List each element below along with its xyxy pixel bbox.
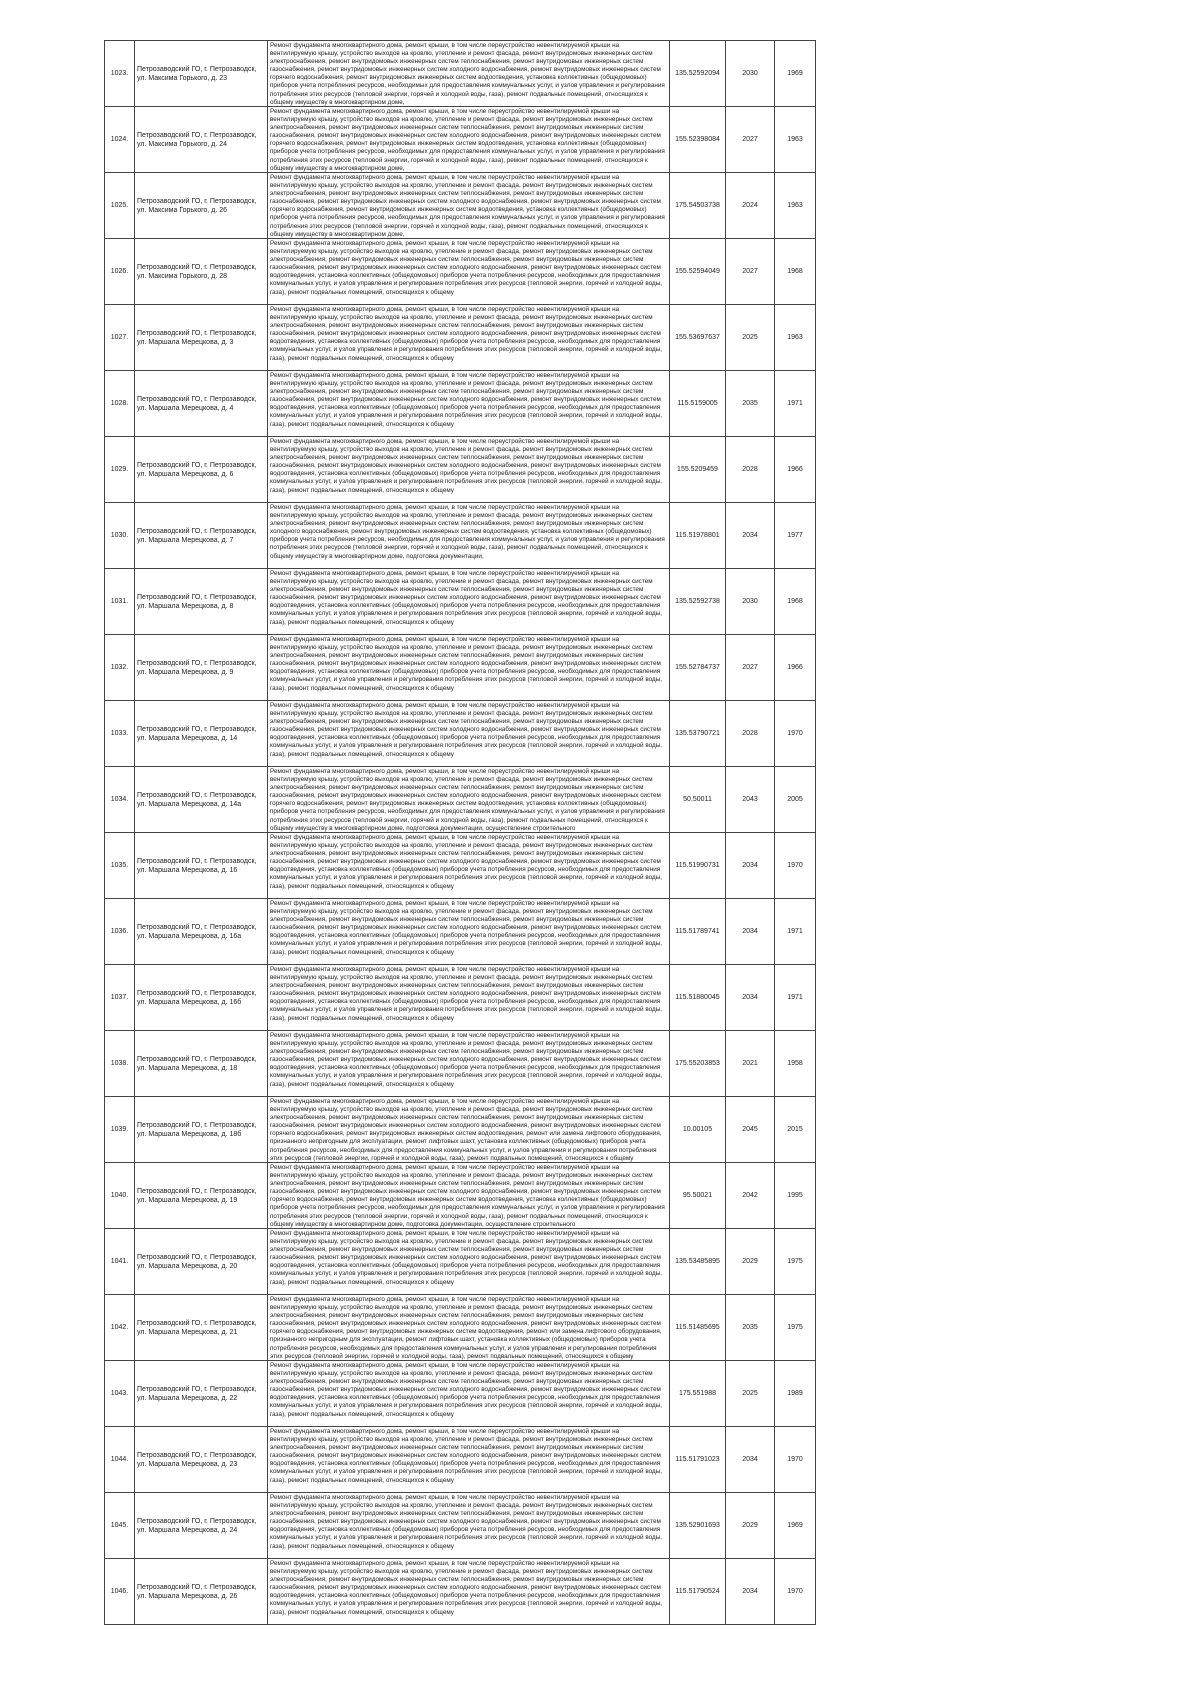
works-text: Ремонт фундамента многоквартирного дома, ремонт крыши, в том числе переустройство невентилируемой крыши на вентилируемую крышу, устройство выходов на кровлю, утепление и ремонт фасада, ремонт внутридомовых инженерных систем электроснабжения, ремонт внутридомовых инженерных систем теплоснабжения, ремонт внутридомовых инженерных систем газоснабжения, ремонт внутридомовых инженерных систем холодного водоснабжения, ремонт внутридомовых инженерных систем водоотведения, установка коллективных (общедомовых) приборов учета потребления ресурсов, необходимых для предоставления коммунальных услуг, и узлов управления и регулирования потребления этих ресурсов (тепловой энергии, горячей и холодной воды, газа), ремонт подвальных помещений, относящихся к общему — [270, 1362, 663, 1418]
built-year-cell: 2005 — [775, 767, 816, 833]
address-cell: Петрозаводский ГО, г. Петрозаводск, ул. Маршала Мерецкова, д. 7 — [135, 503, 268, 569]
works-text: Ремонт фундамента многоквартирного дома, ремонт крыши, в том числе переустройство невентилируемой крыши на вентилируемую крышу, устройство выходов на кровлю, утепление и ремонт фасада, ремонт внутридомовых инженерных систем электроснабжения, ремонт внутридомовых инженерных систем теплоснабжения, ремонт внутридомовых инженерных систем газоснабжения, ремонт внутридомовых инженерных систем холодного водоснабжения, ремонт внутридомовых инженерных систем водоотведения, установка коллективных (общедомовых) приборов учета потребления ресурсов, необходимых для предоставления коммунальных услуг, и узлов управления и регулирования потребления этих ресурсов (тепловой энергии, горячей и холодной воды, газа), ремонт подвальных помещений, относящихся к общему — [270, 1494, 663, 1550]
table-row — [105, 1295, 816, 1361]
row-number: 1037. — [105, 965, 135, 1031]
cost-cell: 115.51789741 — [670, 899, 726, 965]
cost-cell: 135.52592738 — [670, 569, 726, 635]
table-row — [105, 569, 816, 635]
cost-cell: 115.51880045 — [670, 965, 726, 1031]
works-text: Ремонт фундамента многоквартирного дома, ремонт крыши, в том числе переустройство невентилируемой крыши на вентилируемую крышу, устройство выходов на кровлю, утепление и ремонт фасада, ремонт внутридомовых инженерных систем электроснабжения, ремонт внутридомовых инженерных систем теплоснабжения, ремонт внутридомовых инженерных систем газоснабжения, ремонт внутридомовых инженерных систем холодного водоснабжения, ремонт внутридомовых инженерных систем водоотведения, установка коллективных (общедомовых) приборов учета потребления ресурсов, необходимых для предоставления коммунальных услуг, и узлов управления и регулирования потребления этих ресурсов (тепловой энергии, горячей и холодной воды, газа), ремонт подвальных помещений, относящихся к общему — [270, 1428, 663, 1484]
address-cell: Петрозаводский ГО, г. Петрозаводск, ул. Маршала Мерецкова, д. 8 — [135, 569, 268, 635]
table-row — [105, 1361, 816, 1427]
table-body — [105, 41, 816, 1625]
planned-year-cell: 2027 — [726, 107, 775, 173]
works-text: Ремонт фундамента многоквартирного дома, ремонт крыши, в том числе переустройство невентилируемой крыши на вентилируемую крышу, устройство выходов на кровлю, утепление и ремонт фасада, ремонт внутридомовых инженерных систем электроснабжения, ремонт внутридомовых инженерных систем теплоснабжения, ремонт внутридомовых инженерных систем газоснабжения, ремонт внутридомовых инженерных систем холодного водоснабжения, ремонт внутридомовых инженерных систем горячего водоснабжения, ремонт внутридомовых инженерных систем водоотведения, ремонт или замена лифтового оборудования, признанного непригодным для эксплуатации, ремонт лифтовых шахт, установка коллективных (общедомовых) приборов учета потребления ресурсов, необходимых для предоставления коммунальных услуг, и узлов управления и регулирования потребления этих ресурсов (тепловой энергии, горячей и холодной воды, газа), ремонт подвальных помещений, относящихся к общему — [270, 1098, 662, 1162]
planned-year-cell: 2024 — [726, 173, 775, 239]
table-row — [105, 1097, 816, 1163]
cost-cell: 135.53485895 — [670, 1229, 726, 1295]
built-year-cell: 1989 — [775, 1361, 816, 1427]
cost-cell: 95.50021 — [670, 1163, 726, 1229]
table-row — [105, 1427, 816, 1493]
planned-year-cell: 2027 — [726, 635, 775, 701]
address-cell: Петрозаводский ГО, г. Петрозаводск, ул. Маршала Мерецкова, д. 6 — [135, 437, 268, 503]
works-text: Ремонт фундамента многоквартирного дома, ремонт крыши, в том числе переустройство невентилируемой крыши на вентилируемую крышу, устройство выходов на кровлю, утепление и ремонт фасада, ремонт внутридомовых инженерных систем электроснабжения, ремонт внутридомовых инженерных систем теплоснабжения, ремонт внутридомовых инженерных систем газоснабжения, ремонт внутридомовых инженерных систем холодного водоснабжения, ремонт внутридомовых инженерных систем водоотведения, установка коллективных (общедомовых) приборов учета потребления ресурсов, необходимых для предоставления коммунальных услуг, и узлов управления и регулирования потребления этих ресурсов (тепловой энергии, горячей и холодной воды, газа), ремонт подвальных помещений, относящихся к общему — [270, 570, 663, 626]
table-row — [105, 503, 816, 569]
table-row — [105, 833, 816, 899]
address-cell: Петрозаводский ГО, г. Петрозаводск, ул. Маршала Мерецкова, д. 14 — [135, 701, 268, 767]
address-cell: Петрозаводский ГО, г. Петрозаводск, ул. Маршала Мерецкова, д. 26 — [135, 1559, 268, 1625]
planned-year-cell: 2045 — [726, 1097, 775, 1163]
built-year-cell: 1966 — [775, 635, 816, 701]
built-year-cell: 1995 — [775, 1163, 816, 1229]
works-cell — [268, 767, 670, 833]
works-text: Ремонт фундамента многоквартирного дома, ремонт крыши, в том числе переустройство невентилируемой крыши на вентилируемую крышу, устройство выходов на кровлю, утепление и ремонт фасада, ремонт внутридомовых инженерных систем электроснабжения, ремонт внутридомовых инженерных систем теплоснабжения, ремонт внутридомовых инженерных систем газоснабжения, ремонт внутридомовых инженерных систем холодного водоснабжения, ремонт внутридомовых инженерных систем водоотведения, установка коллективных (общедомовых) приборов учета потребления ресурсов, необходимых для предоставления коммунальных услуг, и узлов управления и регулирования потребления этих ресурсов (тепловой энергии, горячей и холодной воды, газа), ремонт подвальных помещений, относящихся к общему — [270, 966, 663, 1022]
works-cell — [268, 503, 670, 569]
address-cell: Петрозаводский ГО, г. Петрозаводск, ул. Маршала Мерецкова, д. 18б — [135, 1097, 268, 1163]
table-row — [105, 1493, 816, 1559]
works-cell — [268, 305, 670, 371]
works-text: Ремонт фундамента многоквартирного дома, ремонт крыши, в том числе переустройство невентилируемой крыши на вентилируемую крышу, устройство выходов на кровлю, утепление и ремонт фасада, ремонт внутридомовых инженерных систем электроснабжения, ремонт внутридомовых инженерных систем теплоснабжения, ремонт внутридомовых инженерных систем газоснабжения, ремонт внутридомовых инженерных систем холодного водоснабжения, ремонт внутридомовых инженерных систем водоотведения, установка коллективных (общедомовых) приборов учета потребления ресурсов, необходимых для предоставления коммунальных услуг, и узлов управления и регулирования потребления этих ресурсов (тепловой энергии, горячей и холодной воды, газа), ремонт подвальных помещений, относящихся к общему — [270, 834, 663, 890]
works-text: Ремонт фундамента многоквартирного дома, ремонт крыши, в том числе переустройство невентилируемой крыши на вентилируемую крышу, устройство выходов на кровлю, утепление и ремонт фасада, ремонт внутридомовых инженерных систем электроснабжения, ремонт внутридомовых инженерных систем теплоснабжения, ремонт внутридомовых инженерных систем газоснабжения, ремонт внутридомовых инженерных систем холодного водоснабжения, ремонт внутридомовых инженерных систем горячего водоснабжения, ремонт внутридомовых инженерных систем водоотведения, установка коллективных (общедомовых) приборов учета потребления ресурсов, необходимых для предоставления коммунальных услуг, и узлов управления и регулирования потребления этих ресурсов (тепловой энергии, горячей и холодной воды, газа), ремонт подвальных помещений, относящихся к общему имуществу в многоквартирном доме, — [270, 42, 665, 106]
built-year-cell: 1971 — [775, 965, 816, 1031]
address-cell: Петрозаводский ГО, г. Петрозаводск, ул. Маршала Мерецкова, д. 23 — [135, 1427, 268, 1493]
row-number: 1042. — [105, 1295, 135, 1361]
address-cell: Петрозаводский ГО, г. Петрозаводск, ул. Маршала Мерецкова, д. 24 — [135, 1493, 268, 1559]
address-cell: Петрозаводский ГО, г. Петрозаводск, ул. Маршала Мерецкова, д. 14а — [135, 767, 268, 833]
address-cell: Петрозаводский ГО, г. Петрозаводск, ул. Маршала Мерецкова, д. 21 — [135, 1295, 268, 1361]
cost-cell: 155.5209459 — [670, 437, 726, 503]
address-cell: Петрозаводский ГО, г. Петрозаводск, ул. Маршала Мерецкова, д. 4 — [135, 371, 268, 437]
row-number: 1027. — [105, 305, 135, 371]
works-cell — [268, 173, 670, 239]
table-row — [105, 767, 816, 833]
row-number: 1030. — [105, 503, 135, 569]
works-text: Ремонт фундамента многоквартирного дома, ремонт крыши, в том числе переустройство невентилируемой крыши на вентилируемую крышу, устройство выходов на кровлю, утепление и ремонт фасада, ремонт внутридомовых инженерных систем электроснабжения, ремонт внутридомовых инженерных систем теплоснабжения, ремонт внутридомовых инженерных систем газоснабжения, ремонт внутридомовых инженерных систем холодного водоснабжения, ремонт внутридомовых инженерных систем горячего водоснабжения, ремонт внутридомовых инженерных систем водоотведения, установка коллективных (общедомовых) приборов учета потребления ресурсов, необходимых для предоставления коммунальных услуг, и узлов управления и регулирования потребления этих ресурсов (тепловой энергии, горячей и холодной воды, газа), ремонт подвальных помещений, относящихся к общему имуществу в многоквартирном доме, — [270, 108, 665, 172]
cost-cell: 115.5159005 — [670, 371, 726, 437]
planned-year-cell: 2034 — [726, 503, 775, 569]
planned-year-cell: 2021 — [726, 1031, 775, 1097]
table-row — [105, 1163, 816, 1229]
built-year-cell: 1958 — [775, 1031, 816, 1097]
works-text: Ремонт фундамента многоквартирного дома, ремонт крыши, в том числе переустройство невентилируемой крыши на вентилируемую крышу, устройство выходов на кровлю, утепление и ремонт фасада, ремонт внутридомовых инженерных систем электроснабжения, ремонт внутридомовых инженерных систем теплоснабжения, ремонт внутридомовых инженерных систем газоснабжения, ремонт внутридомовых инженерных систем холодного водоснабжения, ремонт внутридомовых инженерных систем водоотведения, установка коллективных (общедомовых) приборов учета потребления ресурсов, необходимых для предоставления коммунальных услуг, и узлов управления и регулирования потребления этих ресурсов (тепловой энергии, горячей и холодной воды, газа), ремонт подвальных помещений, относящихся к общему — [270, 702, 663, 758]
planned-year-cell: 2030 — [726, 41, 775, 107]
built-year-cell: 1969 — [775, 1493, 816, 1559]
works-text: Ремонт фундамента многоквартирного дома, ремонт крыши, в том числе переустройство невентилируемой крыши на вентилируемую крышу, устройство выходов на кровлю, утепление и ремонт фасада, ремонт внутридомовых инженерных систем электроснабжения, ремонт внутридомовых инженерных систем теплоснабжения, ремонт внутридомовых инженерных систем газоснабжения, ремонт внутридомовых инженерных систем холодного водоснабжения, ремонт внутридомовых инженерных систем водоотведения, установка коллективных (общедомовых) приборов учета потребления ресурсов, необходимых для предоставления коммунальных услуг, и узлов управления и регулирования потребления этих ресурсов (тепловой энергии, горячей и холодной воды, газа), ремонт подвальных помещений, относящихся к общему — [270, 900, 663, 956]
table-row — [105, 173, 816, 239]
table-row — [105, 1031, 816, 1097]
works-cell — [268, 41, 670, 107]
works-cell — [268, 965, 670, 1031]
built-year-cell: 1975 — [775, 1295, 816, 1361]
address-cell: Петрозаводский ГО, г. Петрозаводск, ул. Маршала Мерецкова, д. 3 — [135, 305, 268, 371]
planned-year-cell: 2043 — [726, 767, 775, 833]
row-number: 1024. — [105, 107, 135, 173]
planned-year-cell: 2025 — [726, 305, 775, 371]
works-text: Ремонт фундамента многоквартирного дома, ремонт крыши, в том числе переустройство невентилируемой крыши на вентилируемую крышу, устройство выходов на кровлю, утепление и ремонт фасада, ремонт внутридомовых инженерных систем электроснабжения, ремонт внутридомовых инженерных систем теплоснабжения, ремонт внутридомовых инженерных систем газоснабжения, ремонт внутридомовых инженерных систем холодного водоснабжения, ремонт внутридомовых инженерных систем водоотведения, установка коллективных (общедомовых) приборов учета потребления ресурсов, необходимых для предоставления коммунальных услуг, и узлов управления и регулирования потребления этих ресурсов (тепловой энергии, горячей и холодной воды, газа), ремонт подвальных помещений, относящихся к общему — [270, 1032, 663, 1088]
row-number: 1031. — [105, 569, 135, 635]
built-year-cell: 1970 — [775, 1559, 816, 1625]
cost-cell: 135.52901693 — [670, 1493, 726, 1559]
works-cell — [268, 1427, 670, 1493]
planned-year-cell: 2042 — [726, 1163, 775, 1229]
table-row — [105, 437, 816, 503]
row-number: 1029. — [105, 437, 135, 503]
address-cell: Петрозаводский ГО, г. Петрозаводск, ул. Маршала Мерецкова, д. 18 — [135, 1031, 268, 1097]
works-text: Ремонт фундамента многоквартирного дома, ремонт крыши, в том числе переустройство невентилируемой крыши на вентилируемую крышу, устройство выходов на кровлю, утепление и ремонт фасада, ремонт внутридомовых инженерных систем электроснабжения, ремонт внутридомовых инженерных систем теплоснабжения, ремонт внутридомовых инженерных систем газоснабжения, ремонт внутридомовых инженерных систем холодного водоснабжения, ремонт внутридомовых инженерных систем водоотведения, установка коллективных (общедомовых) приборов учета потребления ресурсов, необходимых для предоставления коммунальных услуг, и узлов управления и регулирования потребления этих ресурсов (тепловой энергии, горячей и холодной воды, газа), ремонт подвальных помещений, относящихся к общему — [270, 240, 663, 296]
planned-year-cell: 2034 — [726, 899, 775, 965]
built-year-cell: 1963 — [775, 173, 816, 239]
table-row — [105, 635, 816, 701]
works-text: Ремонт фундамента многоквартирного дома, ремонт крыши, в том числе переустройство невентилируемой крыши на вентилируемую крышу, устройство выходов на кровлю, утепление и ремонт фасада, ремонт внутридомовых инженерных систем электроснабжения, ремонт внутридомовых инженерных систем теплоснабжения, ремонт внутридомовых инженерных систем газоснабжения, ремонт внутридомовых инженерных систем холодного водоснабжения, ремонт внутридомовых инженерных систем горячего водоснабжения, ремонт внутридомовых инженерных систем водоотведения, ремонт или замена лифтового оборудования, признанного непригодным для эксплуатации, ремонт лифтовых шахт, установка коллективных (общедомовых) приборов учета потребления ресурсов, необходимых для предоставления коммунальных услуг, и узлов управления и регулирования потребления этих ресурсов (тепловой энергии, горячей и холодной воды, газа), ремонт подвальных помещений, относящихся к общему — [270, 1296, 662, 1360]
row-number: 1036. — [105, 899, 135, 965]
planned-year-cell: 2034 — [726, 833, 775, 899]
cost-cell: 115.51485695 — [670, 1295, 726, 1361]
planned-year-cell: 2028 — [726, 437, 775, 503]
built-year-cell: 1970 — [775, 1427, 816, 1493]
address-cell: Петрозаводский ГО, г. Петрозаводск, ул. Маршала Мерецкова, д. 22 — [135, 1361, 268, 1427]
address-cell: Петрозаводский ГО, г. Петрозаводск, ул. Максима Горького, д. 26 — [135, 173, 268, 239]
row-number: 1046. — [105, 1559, 135, 1625]
row-number: 1028. — [105, 371, 135, 437]
built-year-cell: 1975 — [775, 1229, 816, 1295]
row-number: 1033. — [105, 701, 135, 767]
row-number: 1041. — [105, 1229, 135, 1295]
planned-year-cell: 2034 — [726, 965, 775, 1031]
cost-cell: 115.51791023 — [670, 1427, 726, 1493]
capital-repair-table — [104, 40, 816, 1625]
table-row — [105, 239, 816, 305]
cost-cell: 175.551988 — [670, 1361, 726, 1427]
built-year-cell: 1968 — [775, 569, 816, 635]
address-cell: Петрозаводский ГО, г. Петрозаводск, ул. Маршала Мерецкова, д. 16а — [135, 899, 268, 965]
works-cell — [268, 1361, 670, 1427]
planned-year-cell: 2029 — [726, 1493, 775, 1559]
built-year-cell: 1969 — [775, 41, 816, 107]
address-cell: Петрозаводский ГО, г. Петрозаводск, ул. Максима Горького, д. 28 — [135, 239, 268, 305]
works-cell — [268, 1097, 670, 1163]
cost-cell: 50.50011 — [670, 767, 726, 833]
planned-year-cell: 2027 — [726, 239, 775, 305]
cost-cell: 10.00105 — [670, 1097, 726, 1163]
table-row — [105, 701, 816, 767]
works-cell — [268, 1031, 670, 1097]
works-text: Ремонт фундамента многоквартирного дома, ремонт крыши, в том числе переустройство невентилируемой крыши на вентилируемую крышу, устройство выходов на кровлю, утепление и ремонт фасада, ремонт внутридомовых инженерных систем электроснабжения, ремонт внутридомовых инженерных систем теплоснабжения, ремонт внутридомовых инженерных систем холодного водоснабжения, ремонт внутридомовых инженерных систем водоотведения, установка коллективных (общедомовых) приборов учета потребления ресурсов, необходимых для предоставления коммунальных услуг, и узлов управления и регулирования потребления этих ресурсов (тепловой энергии, горячей и холодной воды, газа), ремонт подвальных помещений, относящихся к общему имуществу в многоквартирном доме, подготовка документации, — [270, 504, 665, 560]
address-cell: Петрозаводский ГО, г. Петрозаводск, ул. Маршала Мерецкова, д. 20 — [135, 1229, 268, 1295]
address-cell: Петрозаводский ГО, г. Петрозаводск, ул. Маршала Мерецкова, д. 9 — [135, 635, 268, 701]
table-row — [105, 1559, 816, 1625]
built-year-cell: 1971 — [775, 371, 816, 437]
works-cell — [268, 1163, 670, 1229]
works-text: Ремонт фундамента многоквартирного дома, ремонт крыши, в том числе переустройство невентилируемой крыши на вентилируемую крышу, устройство выходов на кровлю, утепление и ремонт фасада, ремонт внутридомовых инженерных систем электроснабжения, ремонт внутридомовых инженерных систем теплоснабжения, ремонт внутридомовых инженерных систем газоснабжения, ремонт внутридомовых инженерных систем холодного водоснабжения, ремонт внутридомовых инженерных систем водоотведения, установка коллективных (общедомовых) приборов учета потребления ресурсов, необходимых для предоставления коммунальных услуг, и узлов управления и регулирования потребления этих ресурсов (тепловой энергии, горячей и холодной воды, газа), ремонт подвальных помещений, относящихся к общему — [270, 636, 663, 692]
works-cell — [268, 635, 670, 701]
table-row — [105, 107, 816, 173]
works-cell — [268, 1229, 670, 1295]
works-cell — [268, 1295, 670, 1361]
built-year-cell: 1971 — [775, 899, 816, 965]
table-row — [105, 965, 816, 1031]
document-page — [104, 40, 812, 1625]
cost-cell: 155.52594049 — [670, 239, 726, 305]
address-cell: Петрозаводский ГО, г. Петрозаводск, ул. Маршала Мерецкова, д. 19 — [135, 1163, 268, 1229]
cost-cell: 115.51790524 — [670, 1559, 726, 1625]
built-year-cell: 1970 — [775, 833, 816, 899]
built-year-cell: 1966 — [775, 437, 816, 503]
works-cell — [268, 107, 670, 173]
works-cell — [268, 833, 670, 899]
address-cell: Петрозаводский ГО, г. Петрозаводск, ул. Максима Горького, д. 24 — [135, 107, 268, 173]
cost-cell: 115.51990731 — [670, 833, 726, 899]
table-row — [105, 305, 816, 371]
row-number: 1039. — [105, 1097, 135, 1163]
works-cell — [268, 437, 670, 503]
row-number: 1023. — [105, 41, 135, 107]
works-text: Ремонт фундамента многоквартирного дома, ремонт крыши, в том числе переустройство невентилируемой крыши на вентилируемую крышу, устройство выходов на кровлю, утепление и ремонт фасада, ремонт внутридомовых инженерных систем электроснабжения, ремонт внутридомовых инженерных систем теплоснабжения, ремонт внутридомовых инженерных систем газоснабжения, ремонт внутридомовых инженерных систем холодного водоснабжения, ремонт внутридомовых инженерных систем водоотведения, установка коллективных (общедомовых) приборов учета потребления ресурсов, необходимых для предоставления коммунальных услуг, и узлов управления и регулирования потребления этих ресурсов (тепловой энергии, горячей и холодной воды, газа), ремонт подвальных помещений, относящихся к общему — [270, 306, 663, 362]
cost-cell: 175.54503738 — [670, 173, 726, 239]
planned-year-cell: 2035 — [726, 1295, 775, 1361]
cost-cell: 155.52398084 — [670, 107, 726, 173]
address-cell: Петрозаводский ГО, г. Петрозаводск, ул. Маршала Мерецкова, д. 16б — [135, 965, 268, 1031]
planned-year-cell: 2034 — [726, 1427, 775, 1493]
planned-year-cell: 2028 — [726, 701, 775, 767]
built-year-cell: 1977 — [775, 503, 816, 569]
built-year-cell: 1968 — [775, 239, 816, 305]
row-number: 1044. — [105, 1427, 135, 1493]
works-text: Ремонт фундамента многоквартирного дома, ремонт крыши, в том числе переустройство невентилируемой крыши на вентилируемую крышу, устройство выходов на кровлю, утепление и ремонт фасада, ремонт внутридомовых инженерных систем электроснабжения, ремонт внутридомовых инженерных систем теплоснабжения, ремонт внутридомовых инженерных систем газоснабжения, ремонт внутридомовых инженерных систем холодного водоснабжения, ремонт внутридомовых инженерных систем водоотведения, установка коллективных (общедомовых) приборов учета потребления ресурсов, необходимых для предоставления коммунальных услуг, и узлов управления и регулирования потребления этих ресурсов (тепловой энергии, горячей и холодной воды, газа), ремонт подвальных помещений, относящихся к общему — [270, 1560, 663, 1616]
table-row — [105, 1229, 816, 1295]
planned-year-cell: 2030 — [726, 569, 775, 635]
works-cell — [268, 1559, 670, 1625]
works-cell — [268, 899, 670, 965]
cost-cell: 175.55203853 — [670, 1031, 726, 1097]
works-text: Ремонт фундамента многоквартирного дома, ремонт крыши, в том числе переустройство невентилируемой крыши на вентилируемую крышу, устройство выходов на кровлю, утепление и ремонт фасада, ремонт внутридомовых инженерных систем электроснабжения, ремонт внутридомовых инженерных систем теплоснабжения, ремонт внутридомовых инженерных систем газоснабжения, ремонт внутридомовых инженерных систем холодного водоснабжения, ремонт внутридомовых инженерных систем водоотведения, установка коллективных (общедомовых) приборов учета потребления ресурсов, необходимых для предоставления коммунальных услуг, и узлов управления и регулирования потребления этих ресурсов (тепловой энергии, горячей и холодной воды, газа), ремонт подвальных помещений, относящихся к общему — [270, 372, 663, 428]
table-row — [105, 371, 816, 437]
row-number: 1032. — [105, 635, 135, 701]
works-cell — [268, 239, 670, 305]
works-cell — [268, 569, 670, 635]
cost-cell: 115.51978801 — [670, 503, 726, 569]
works-text: Ремонт фундамента многоквартирного дома, ремонт крыши, в том числе переустройство невентилируемой крыши на вентилируемую крышу, устройство выходов на кровлю, утепление и ремонт фасада, ремонт внутридомовых инженерных систем электроснабжения, ремонт внутридомовых инженерных систем теплоснабжения, ремонт внутридомовых инженерных систем газоснабжения, ремонт внутридомовых инженерных систем холодного водоснабжения, ремонт внутридомовых инженерных систем горячего водоснабжения, ремонт внутридомовых инженерных систем водоотведения, установка коллективных (общедомовых) приборов учета потребления ресурсов, необходимых для предоставления коммунальных услуг, и узлов управления и регулирования потребления этих ресурсов (тепловой энергии, горячей и холодной воды, газа), ремонт подвальных помещений, относящихся к общему имуществу в многоквартирном доме, подготовка документации, осуществление строительного — [270, 768, 665, 832]
row-number: 1040. — [105, 1163, 135, 1229]
works-cell — [268, 701, 670, 767]
cost-cell: 135.52592094 — [670, 41, 726, 107]
row-number: 1038. — [105, 1031, 135, 1097]
row-number: 1035. — [105, 833, 135, 899]
works-cell — [268, 1493, 670, 1559]
cost-cell: 155.52784737 — [670, 635, 726, 701]
works-text: Ремонт фундамента многоквартирного дома, ремонт крыши, в том числе переустройство невентилируемой крыши на вентилируемую крышу, устройство выходов на кровлю, утепление и ремонт фасада, ремонт внутридомовых инженерных систем электроснабжения, ремонт внутридомовых инженерных систем теплоснабжения, ремонт внутридомовых инженерных систем газоснабжения, ремонт внутридомовых инженерных систем холодного водоснабжения, ремонт внутридомовых инженерных систем горячего водоснабжения, ремонт внутридомовых инженерных систем водоотведения, установка коллективных (общедомовых) приборов учета потребления ресурсов, необходимых для предоставления коммунальных услуг, и узлов управления и регулирования потребления этих ресурсов (тепловой энергии, горячей и холодной воды, газа), ремонт подвальных помещений, относящихся к общему имуществу в многоквартирном доме, — [270, 174, 665, 238]
built-year-cell: 2015 — [775, 1097, 816, 1163]
works-cell — [268, 371, 670, 437]
built-year-cell: 1970 — [775, 701, 816, 767]
works-text: Ремонт фундамента многоквартирного дома, ремонт крыши, в том числе переустройство невентилируемой крыши на вентилируемую крышу, устройство выходов на кровлю, утепление и ремонт фасада, ремонт внутридомовых инженерных систем электроснабжения, ремонт внутридомовых инженерных систем теплоснабжения, ремонт внутридомовых инженерных систем газоснабжения, ремонт внутридомовых инженерных систем холодного водоснабжения, ремонт внутридомовых инженерных систем водоотведения, установка коллективных (общедомовых) приборов учета потребления ресурсов, необходимых для предоставления коммунальных услуг, и узлов управления и регулирования потребления этих ресурсов (тепловой энергии, горячей и холодной воды, газа), ремонт подвальных помещений, относящихся к общему — [270, 1230, 663, 1286]
works-text: Ремонт фундамента многоквартирного дома, ремонт крыши, в том числе переустройство невентилируемой крыши на вентилируемую крышу, устройство выходов на кровлю, утепление и ремонт фасада, ремонт внутридомовых инженерных систем электроснабжения, ремонт внутридомовых инженерных систем теплоснабжения, ремонт внутридомовых инженерных систем газоснабжения, ремонт внутридомовых инженерных систем холодного водоснабжения, ремонт внутридомовых инженерных систем горячего водоснабжения, ремонт внутридомовых инженерных систем водоотведения, установка коллективных (общедомовых) приборов учета потребления ресурсов, необходимых для предоставления коммунальных услуг, и узлов управления и регулирования потребления этих ресурсов (тепловой энергии, горячей и холодной воды, газа), ремонт подвальных помещений, относящихся к общему имуществу в многоквартирном доме, подготовка документации, осуществление строительного — [270, 1164, 665, 1228]
planned-year-cell: 2025 — [726, 1361, 775, 1427]
address-cell: Петрозаводский ГО, г. Петрозаводск, ул. Маршала Мерецкова, д. 16 — [135, 833, 268, 899]
row-number: 1034. — [105, 767, 135, 833]
row-number: 1043. — [105, 1361, 135, 1427]
built-year-cell: 1963 — [775, 305, 816, 371]
cost-cell: 155.53697637 — [670, 305, 726, 371]
row-number: 1045. — [105, 1493, 135, 1559]
row-number: 1026. — [105, 239, 135, 305]
planned-year-cell: 2029 — [726, 1229, 775, 1295]
table-row — [105, 899, 816, 965]
address-cell: Петрозаводский ГО, г. Петрозаводск, ул. Максима Горького, д. 23 — [135, 41, 268, 107]
cost-cell: 135.53790721 — [670, 701, 726, 767]
planned-year-cell: 2035 — [726, 371, 775, 437]
row-number: 1025. — [105, 173, 135, 239]
table-row — [105, 41, 816, 107]
planned-year-cell: 2034 — [726, 1559, 775, 1625]
works-text: Ремонт фундамента многоквартирного дома, ремонт крыши, в том числе переустройство невентилируемой крыши на вентилируемую крышу, устройство выходов на кровлю, утепление и ремонт фасада, ремонт внутридомовых инженерных систем электроснабжения, ремонт внутридомовых инженерных систем теплоснабжения, ремонт внутридомовых инженерных систем газоснабжения, ремонт внутридомовых инженерных систем холодного водоснабжения, ремонт внутридомовых инженерных систем водоотведения, установка коллективных (общедомовых) приборов учета потребления ресурсов, необходимых для предоставления коммунальных услуг, и узлов управления и регулирования потребления этих ресурсов (тепловой энергии, горячей и холодной воды, газа), ремонт подвальных помещений, относящихся к общему — [270, 438, 663, 494]
built-year-cell: 1963 — [775, 107, 816, 173]
